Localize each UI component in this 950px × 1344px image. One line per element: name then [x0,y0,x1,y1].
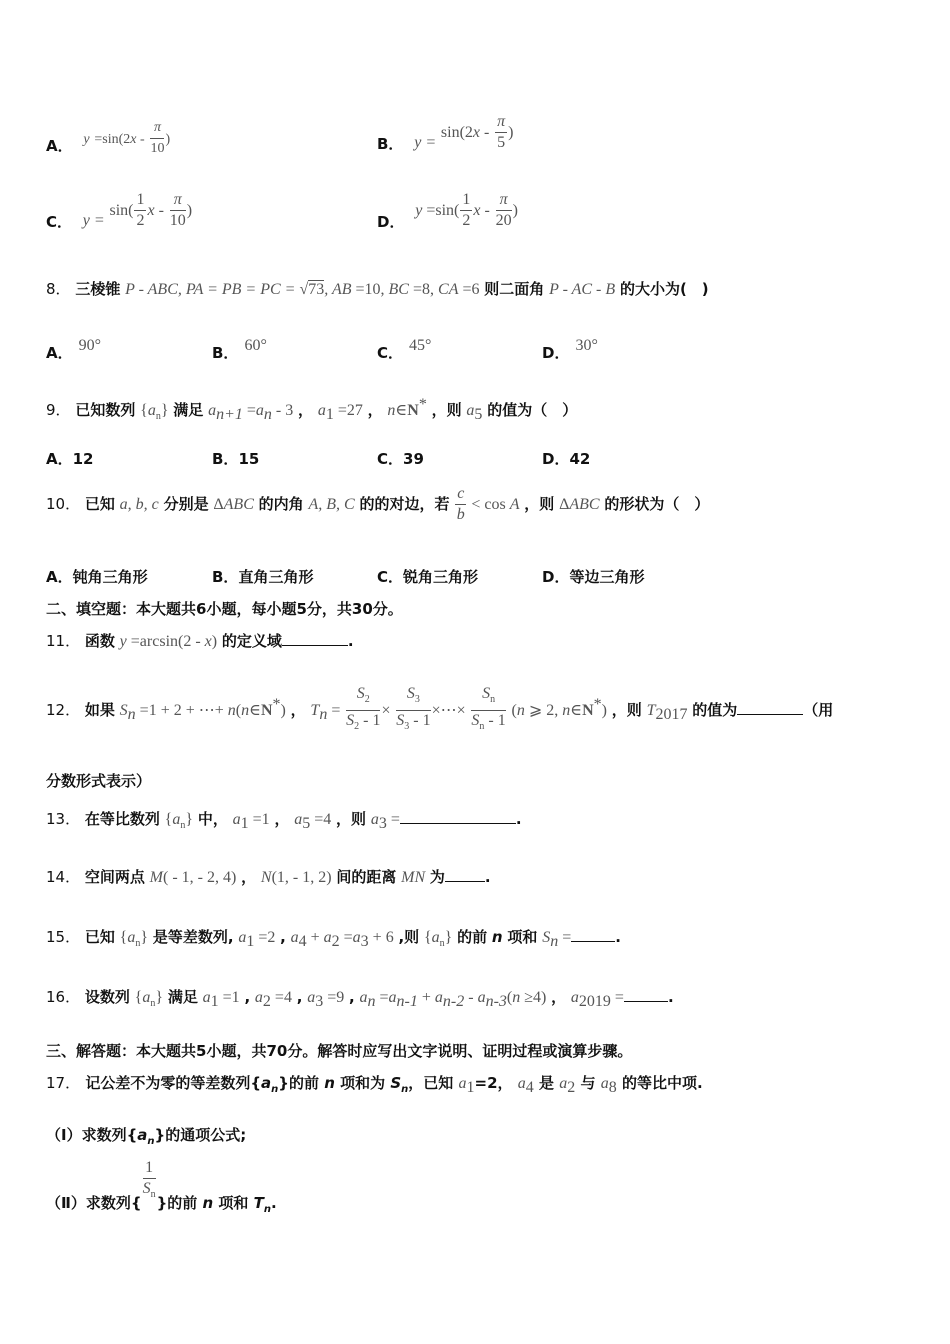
option-formula: y = [414,134,437,151]
question-number: 10． [46,495,81,513]
question-17-part-1: （Ⅰ）求数列$\{a_n\}$的通项公式; [46,1126,247,1147]
q8-option-b: B． 60° [212,337,267,362]
q9-option-b: B．15 [212,450,260,468]
answer-blank[interactable] [571,927,615,942]
question-12-line-2: 分数形式表示） [46,772,152,790]
section-3-title: 三、解答题：本大题共5小题，共70分。解答时应写出文字说明、证明过程或演算步骤。 [46,1042,633,1060]
question-12: 12． 如果 $S_n =1 + 2$ + ⋯+ n(n∈N*) ， $T_n$ = $\frac{S_2}{S_2 - 1}$ × $\frac{S_3}{S_3 - 1}$ ×⋯× $\frac{S_n}{S_n - 1}$ (n ⩾ 2, n∈N*) ，则 $T_{2017}$ 的值为 （用 [46,685,834,733]
question-13: 13． 在等比数列 $\{a_n\}$ 中， $a_1 =1$ ， $a_5 =4$ ，则 $a_3$ = . [46,810,522,832]
question-8: 8． 三棱锥 P - ABC, PA = PB = PC = √73, AB =10, BC =8, CA =6 则二面角 P - AC - B 的大小为( ) [46,280,709,298]
question-9: 9． 已知数列 $\{a_n\}$ 满足 $a_{n+1} =a_n - 3$ ， $a_1 =27$ ， n∈N* ，则 $a_5$ 的值为（ ） [46,396,578,423]
option-label: A． [46,137,73,155]
question-17-part-2: （Ⅱ）求数列{ $\frac{1}{S_n}$ }的前 n 项和 $T_n$. [46,1159,277,1216]
question-number: 8． [46,280,71,298]
question-number: 16． [46,988,81,1006]
question-number: 12． [46,701,81,720]
q10-option-d: D．等边三角形 [542,568,645,586]
question-number: 11． [46,632,81,650]
option-formula: y = [82,212,105,229]
question-10: 10． 已知 a, b, c 分别是 ΔABC 的内角 A, B, C 的的对边，若 $\frac{c}{b}$ < cos A ，则 ΔABC 的形状为（ ） [46,485,710,523]
q7-option-b: B． y = sin(2x - $\frac{\pi}{5}$ ) [377,113,514,153]
option-formula: y [415,202,423,219]
q9-option-d: D．42 [542,450,591,468]
q10-option-b: B．直角三角形 [212,568,314,586]
question-17: 17． 记公差不为零的等差数列$\{a_n\}$的前 n 项和为 $S_n$，已知 $a_1=2$， $a_4$ 是 $a_2$ 与 $a_8$ 的等比中项. [46,1074,703,1096]
option-label: C． [46,213,73,231]
q8-option-d: D． 30° [542,337,598,362]
answer-blank[interactable] [445,867,485,882]
option-formula: y [83,132,90,147]
option-label: D． [377,213,405,231]
q10-option-c: C．锐角三角形 [377,568,479,586]
question-number: 15． [46,928,81,946]
q9-option-a: A．12 [46,450,94,468]
q7-option-a: A． y =sin(2x - $\frac{\pi}{10}$ ) [46,120,171,156]
q7-option-c: C． y = sin( $\frac{1}{2}$ x - $\frac{\pi}{10}$ ) [46,191,193,231]
question-11: 11． 函数 y =arcsin(2 - x) 的定义域 . [46,632,354,650]
question-number: 14． [46,868,81,886]
question-16: 16． 设数列 $\{a_n\}$ 满足 $a_1 =1$ , $a_2 =4$ , $a_3 =9$ , $a_n =a_{n-1} + a_{n-2} - a_{n-3}(n \ge 4)$ ， $a_{2019}$ = . [46,988,674,1010]
answer-blank[interactable] [400,809,516,824]
q8-option-c: C． 45° [377,337,432,362]
question-15: 15． 已知 $\{a_n\}$ 是等差数列, $a_1 =2$ , $a_4 + a_2 =a_3 + 6$ ,则 $\{a_n\}$ 的前 n 项和 $S_n$ = . [46,928,621,950]
question-14: 14． 空间两点 M( - 1, - 2, 4) ， N(1, - 1, 2) 间的距离 MN 为 . [46,868,491,886]
answer-blank[interactable] [282,631,348,646]
question-number: 9． [46,401,71,419]
q10-option-a: A．钝角三角形 [46,568,148,586]
q8-option-a: A． 90° [46,337,102,362]
answer-blank[interactable] [624,987,668,1002]
formula: P - ABC, PA = PB = PC = [125,281,300,298]
question-number: 17． [46,1074,81,1092]
option-label: B． [377,135,404,153]
q9-option-c: C．39 [377,450,424,468]
q7-option-d: D． y =sin( $\frac{1}{2}$ x - $\frac{\pi}{20}$ ) [377,191,518,231]
section-2-title: 二、填空题：本大题共6小题，每小题5分，共30分。 [46,600,403,618]
answer-blank[interactable] [737,700,803,715]
question-number: 13． [46,810,81,828]
